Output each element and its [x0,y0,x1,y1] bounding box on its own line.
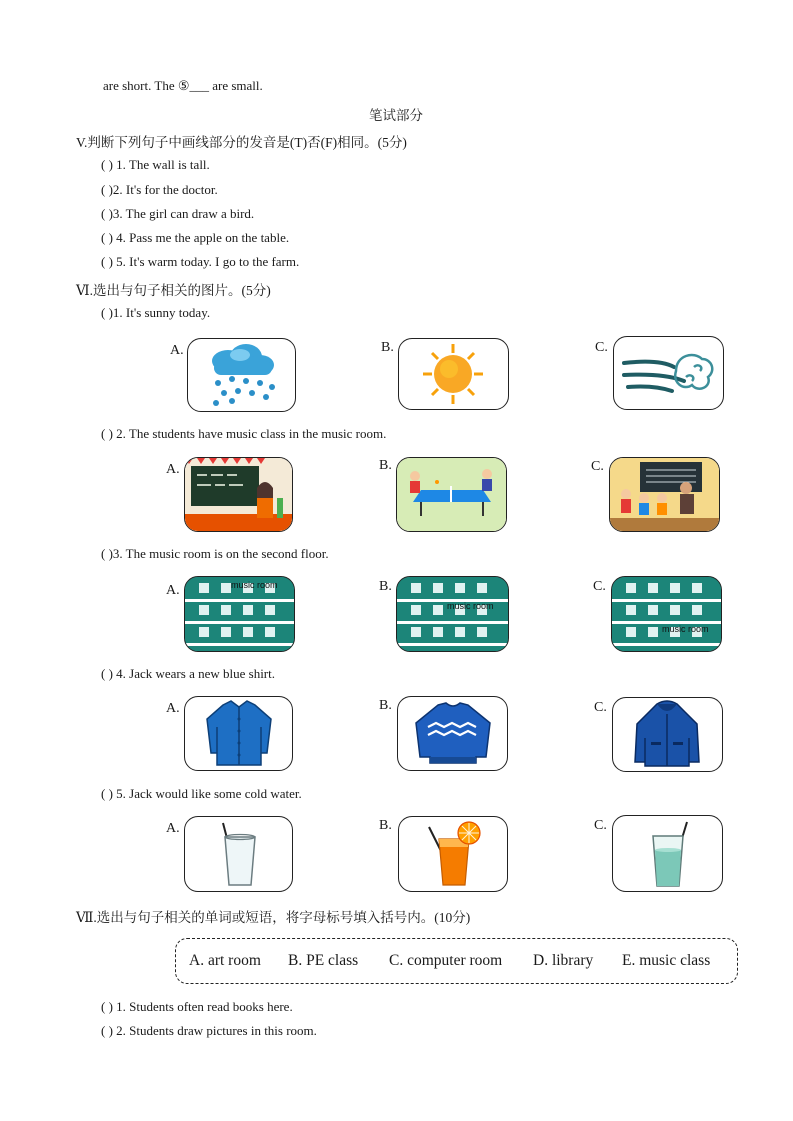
s6-q3-text: ( )3. The music room is on the second floor. [101,546,329,561]
q4-option-c-picture [612,697,723,772]
q2-option-b-label: B. [379,458,392,473]
s7-item-2: ( ) 2. Students draw pictures in this room. [101,1023,317,1038]
choice-b: B. PE class [288,952,359,969]
blue-jacket-icon [613,698,722,771]
s6-q4-text: ( ) 4. Jack wears a new blue shirt. [101,666,275,681]
q1-option-a-label: A. [170,343,184,358]
s5-item-5: ( ) 5. It's warm today. I go to the farm. [101,254,300,269]
sun-icon [399,339,508,409]
snow-cloud-icon [188,339,295,411]
q1-option-a-picture [187,338,296,412]
q3-option-a-label: A. [166,583,180,598]
q3-a-building-label: music room [231,580,278,590]
section6-title: Ⅵ.选出与句子相关的图片。(5分) [76,283,271,298]
blue-shirt-icon [185,697,292,770]
choice-c: C. computer room [389,952,503,969]
q4-option-c-label: C. [594,700,607,715]
q1-option-b-label: B. [381,340,394,355]
building-second-floor-icon [397,577,508,651]
choice-e: E. music class [622,952,711,969]
q2-option-c-picture [609,457,720,532]
written-heading: 笔试部分 [369,108,423,123]
q3-option-b-label: B. [379,579,392,594]
orange-juice-icon [399,817,507,891]
q3-option-c-picture [611,576,722,652]
section7-title: Ⅶ.选出与句子相关的单词或短语，将字母标号填入括号内。(10分) [76,910,471,925]
choice-d: D. library [533,952,594,969]
q4-option-b-picture [397,696,508,771]
choice-a: A. art room [189,952,261,969]
q3-b-building-label: music room [447,601,494,611]
q4-option-a-picture [184,696,293,771]
q5-option-b-picture [398,816,508,892]
q5-option-c-picture [612,815,723,892]
q5-option-c-label: C. [594,818,607,833]
classroom-teacher-icon [185,458,292,531]
building-third-floor-icon [185,577,294,651]
cold-water-icon [613,816,722,891]
q1-option-b-picture [398,338,509,410]
q1-option-c-picture [613,336,724,410]
q1-option-c-label: C. [595,340,608,355]
building-first-floor-icon [612,577,721,651]
empty-glass-icon [185,817,292,891]
s6-q2-text: ( ) 2. The students have music class in the music room. [101,426,387,441]
s6-q5-text: ( ) 5. Jack would like some cold water. [101,786,302,801]
q4-option-a-label: A. [166,701,180,716]
q5-option-a-picture [184,816,293,892]
word-bank-box [175,938,738,984]
q2-option-c-label: C. [591,459,604,474]
q4-option-b-label: B. [379,698,392,713]
q2-option-b-picture [396,457,507,532]
q2-option-a-label: A. [166,462,180,477]
q3-option-b-picture [396,576,509,652]
music-class-icon [610,458,719,531]
s5-item-3: ( )3. The girl can draw a bird. [101,206,255,221]
q3-option-a-picture [184,576,295,652]
ping-pong-icon [397,458,506,531]
s6-q1-text: ( )1. It's sunny today. [101,305,211,320]
q5-option-b-label: B. [379,818,392,833]
s5-item-4: ( ) 4. Pass me the apple on the table. [101,230,290,245]
section5-title: V.判断下列句子中画线部分的发音是(T)否(F)相同。(5分) [76,135,407,150]
q5-option-a-label: A. [166,821,180,836]
s5-item-2: ( )2. It's for the doctor. [101,182,218,197]
intro-line: are short. The ⑤___ are small. [103,78,263,93]
wind-icon [614,337,723,409]
q2-option-a-picture [184,457,293,532]
s5-item-1: ( ) 1. The wall is tall. [101,157,210,172]
q3-option-c-label: C. [593,579,606,594]
s7-item-1: ( ) 1. Students often read books here. [101,999,293,1014]
q3-c-building-label: music room [662,624,709,634]
blue-sweater-icon [398,697,507,770]
